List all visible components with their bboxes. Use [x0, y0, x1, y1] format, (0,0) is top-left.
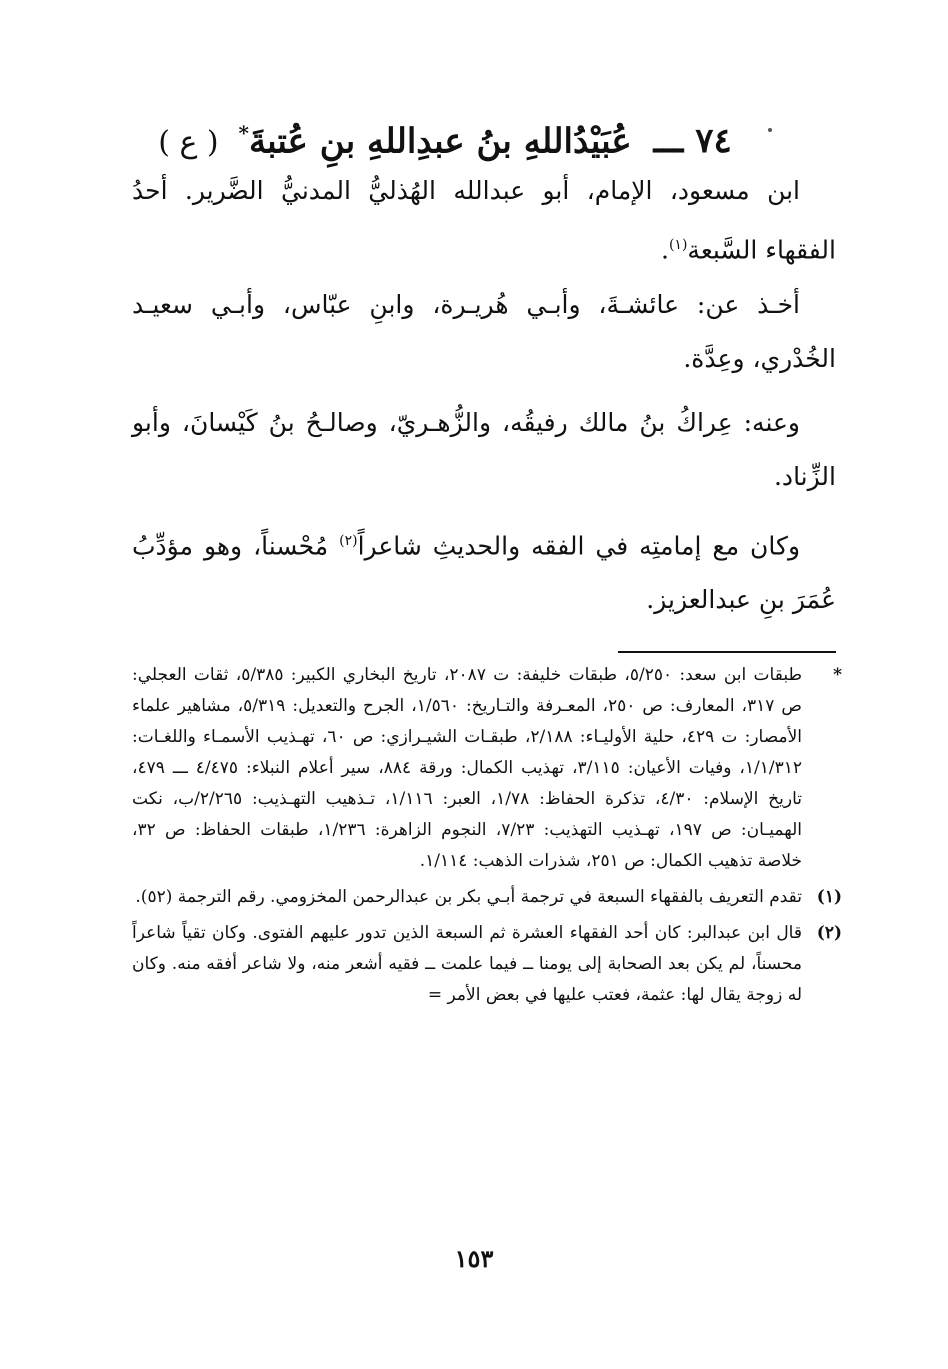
footnote-ref[interactable]: (١) [668, 237, 688, 253]
entry-code: ( ع ) [158, 125, 219, 161]
footnote [132, 660, 842, 877]
footnote [132, 882, 842, 913]
title-asterisk: * [238, 121, 249, 145]
footnote [132, 918, 842, 1011]
entry-name: عُبَيْدُاللهِ بنُ عبدِاللهِ بنِ عُتبةَ [248, 121, 632, 162]
footnote-separator [618, 651, 836, 653]
entry-number: ٧٤ ـــ [653, 121, 732, 162]
page-number: ١٥٣ [454, 1244, 494, 1273]
paragraph [132, 514, 836, 627]
paragraph-end: مُحْسناً، وهو مؤدِّبُ عُمَرَ بنِ عبدالعزيز. [132, 531, 836, 615]
footnote-mark: * [833, 665, 842, 685]
footnote-text: تقدم التعريف بالفقهاء السبعة في ترجمة أبـي بكر بن عبدالرحمن المخزومي. رقم الترجمة (٥٢). [135, 887, 802, 907]
entry-title [150, 108, 740, 168]
paragraph [132, 396, 836, 504]
footnote-text: طبقات ابن سعد: ٥/٢٥٠، طبقات خليفة: ت ٢٠٨٧، تاريخ البخاري الكبير: ٥/٣٨٥، ثقات العجلي: ص ٣١٧، المعارف: ص ٢٥٠، المعـرفة والتـاريخ: ١/٥٦٠، الجرح والتعديل: ٥/٣١٩، مشاهير علماء الأمصار: ت ٤٢٩، حلية الأوليـاء: ٢/١٨٨، طبقـات الشيـرازي: ص ٦٠، تهـذيب الأسمـاء واللغـات: ١/١/٣١٢، وفيات الأعيان: ٣/١١٥، تهذيب الكمال: ورقة ٨٨٤، سير أعلام النبلاء: ٤/٤٧٥ ـــ ٤٧٩، تاريخ الإسلام: ٤/٣٠، تذكرة الحفاظ: ١/٧٨، العبر: ١/١١٦، تـذهيب التهـذيب: ٢/٢٦٥/ب، نكت الهميـان: ص ١٩٧، تهـذيب التهذيب: ٧/٢٣، النجوم الزاهرة: ١/٢٣٦، طبقات الحفاظ: ص ٣٢، خلاصة تذهيب الكمال: ص ٢٥١، شذرات الذهب: ١/١١٤. [132, 665, 803, 871]
paragraph [132, 278, 836, 386]
footnotes [132, 660, 842, 1016]
paragraph-text: وكان مع إمامتِه في الفقه والحديثِ شاعراً [357, 531, 801, 561]
footnote-ref[interactable]: (٢) [339, 533, 358, 549]
footnote-mark: (١) [816, 887, 842, 907]
paragraph-text: أخـذ عن: عائشـةَ، وأبـي هُريـرة، وابنِ عبّاس، وأبـي سعيـد الخُدْري، وعِدَّة. [132, 290, 836, 373]
footnote-mark: (٢) [816, 923, 842, 943]
paragraph-text: ابن مسعود، الإمام، أبو عبدالله الهُذليُّ المدنيُّ الضَّرير. أحدُ الفقهاء السَّبعة [132, 176, 836, 265]
paragraph-text: وعنه: عِراكُ بنُ مالك رفيقُه، والزُّهـريّ، وصالـحُ بنُ كَيْسانَ، وأبو الزِّناد. [132, 408, 836, 491]
paragraph-end: . [661, 235, 669, 265]
footnote-text: قال ابن عبدالبر: كان أحد الفقهاء العشرة ثم السبعة الذين تدور عليهم الفتوى. وكان تقياً شاعراً محسناً، لم يكن بعد الصحابة إلى يومنا ــ فيما علمت ــ فقيه أشعر منه، ولا شاعر أفقه منه. وكان له زوجة يقال لها: عثمة، فعتب عليها في بعض الأمر = [132, 923, 802, 1005]
paragraph [132, 164, 836, 277]
scan-dot [768, 128, 772, 132]
